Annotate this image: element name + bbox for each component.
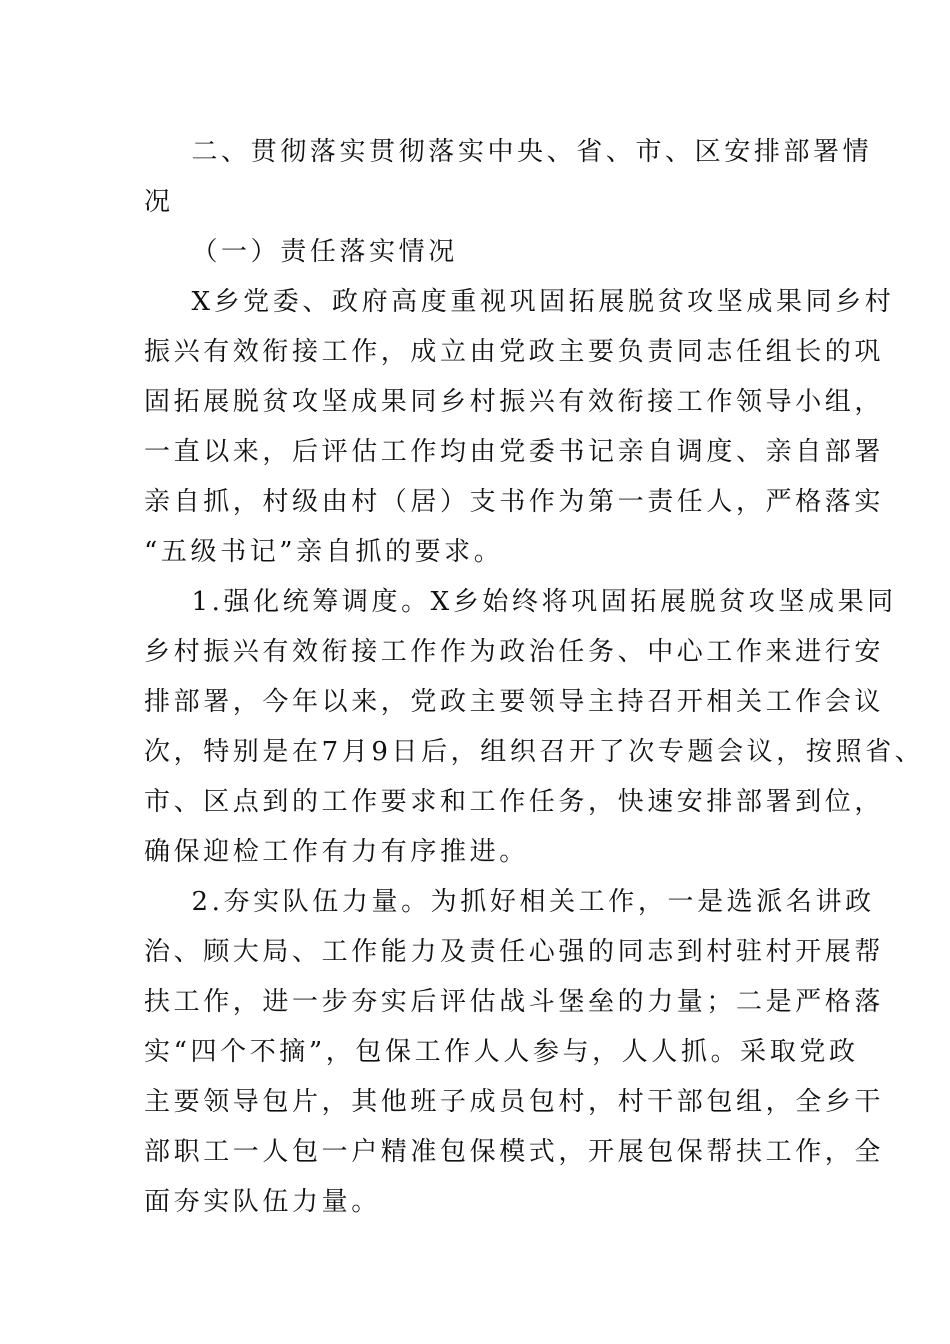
paragraph-line: 振兴有效衔接工作，成立由党政主要负责同志任组长的巩 (144, 337, 885, 367)
paragraph-line: 实“四个不摘”，包保工作人人参与，人人抓。采取党政 (144, 1037, 859, 1067)
paragraph-line: 固拓展脱贫攻坚成果同乡村振兴有效衔接工作领导小组， (144, 387, 885, 417)
paragraph-line: 确保迎检工作有力有序推进。 (144, 837, 529, 867)
paragraph-line: 2.夯实队伍力量。为抓好相关工作，一是选派名讲政 (144, 887, 875, 917)
heading-section-2: 二、贯彻落实贯彻落实中央、省、市、区安排部署情 (144, 137, 873, 167)
paragraph-line: 一直以来，后评估工作均由党委书记亲自调度、亲自部署 (144, 437, 885, 467)
subheading-responsibility: （一）责任落实情况 (144, 237, 458, 267)
paragraph-line: 乡村振兴有效衔接工作作为政治任务、中心工作来进行安 (144, 637, 885, 667)
paragraph-line: 治、顾大局、工作能力及责任心强的同志到村驻村开展帮 (144, 937, 885, 967)
paragraph-line: 面夯实队伍力量。 (144, 1187, 381, 1217)
paragraph-line: 1.强化统筹调度。X乡始终将巩固拓展脱贫攻坚成果同 (144, 587, 897, 617)
paragraph-line: “五级书记”亲自抓的要求。 (144, 537, 504, 567)
paragraph-line: 排部署，今年以来，党政主要领导主持召开相关工作会议 (144, 687, 885, 717)
paragraph-line: 扶工作，进一步夯实后评估战斗堡垒的力量；二是严格落 (144, 987, 885, 1017)
heading-section-2-cont: 况 (144, 187, 174, 217)
paragraph-line: 主要领导包片，其他班子成员包村，村干部包组，全乡干 (144, 1087, 885, 1117)
paragraph-line: 亲自抓，村级由村（居）支书作为第一责任人，严格落实 (144, 487, 885, 517)
paragraph-line: X乡党委、政府高度重视巩固拓展脱贫攻坚成果同乡村 (144, 287, 895, 317)
paragraph-line: 市、区点到的工作要求和工作任务，快速安排部署到位， (144, 787, 885, 817)
paragraph-line: 部职工一人包一户精准包保模式，开展包保帮扶工作，全 (144, 1137, 885, 1167)
paragraph-line: 次，特别是在7月9日后，组织召开了次专题会议，按照省、 (144, 737, 925, 767)
